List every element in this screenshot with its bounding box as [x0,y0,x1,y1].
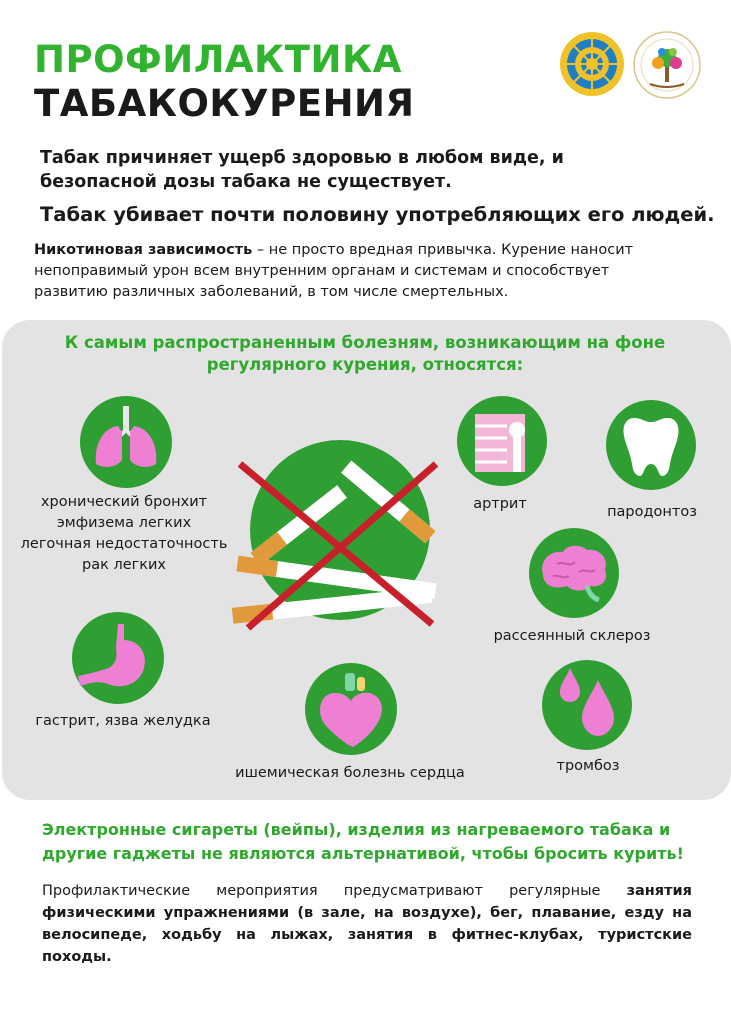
lungs-label-line1: хронический бронхит [40,494,208,510]
lungs-label-line2: эмфизема легких [56,515,192,531]
lungs-label [8,492,240,576]
footer-text-start: Профилактические мероприятия предусматривают регулярные [42,883,627,899]
brain-icon [529,528,619,618]
intro-lead2: Табак убивает почти половину употребляющих его людей. [40,203,715,226]
intro-paragraph [34,240,684,303]
heart-icon [305,663,397,755]
footer-warning: Электронные сигареты (вейпы), изделия из нагреваемого табака и другие гаджеты не являются альтернативой, чтобы бросить курить! [42,820,684,863]
diseases-panel-title: К самым распространенным болезням, возникающим на фоне регулярного курения, относятся: [64,333,666,374]
state-emblem-icon [558,30,626,98]
sclerosis-circle [529,528,619,618]
tooth-icon [606,400,696,490]
lungs-icon [80,396,172,488]
blood-drops-icon [542,660,632,750]
stomach-icon [72,612,164,704]
intro-paragraph-rest: – не просто вредная привычка. Курение наносит непоправимый урон всем внутренним органам и системам и способствует развитию различных заболеваний, в том числе смертельных. [34,242,634,300]
footer-text [42,880,692,968]
thrombosis-circle [542,660,632,750]
lungs-label-line3: легочная недостаточность [20,536,228,552]
lungs-circle [80,396,172,488]
footer-text-bold: занятия физическими упражнениями (в зале, на воздухе), бег, плавание, езду на велосипеде, ходьбу на лыжах, занятия в фитнес-клубах, туристские походы. [42,883,692,965]
sclerosis-label: рассеянный склероз [493,628,651,644]
thrombosis-label: тромбоз [556,758,620,774]
arthritis-label: артрит [473,496,527,512]
heart-label: ишемическая болезнь сердца [235,765,465,781]
heart-circle [305,663,397,755]
periodontosis-circle [606,400,696,490]
periodontosis-label: пародонтоз [607,504,697,520]
lungs-label-line4: рак легких [81,557,167,573]
organization-logo-icon [632,30,702,100]
no-smoking-cigarettes-icon [226,450,456,640]
intro-paragraph-bold: Никотиновая зависимость [34,242,253,258]
intro-lead1: Табак причиняет ущерб здоровью в любом виде, и безопасной дозы табака не существует. [40,148,564,192]
title-line1: ПРОФИЛАКТИКА [34,38,402,81]
stomach-label: гастрит, язва желудка [35,713,211,729]
stomach-circle [72,612,164,704]
arthritis-circle [457,396,547,486]
title-line2: ТАБАКОКУРЕНИЯ [34,82,415,125]
joint-icon [457,396,547,486]
